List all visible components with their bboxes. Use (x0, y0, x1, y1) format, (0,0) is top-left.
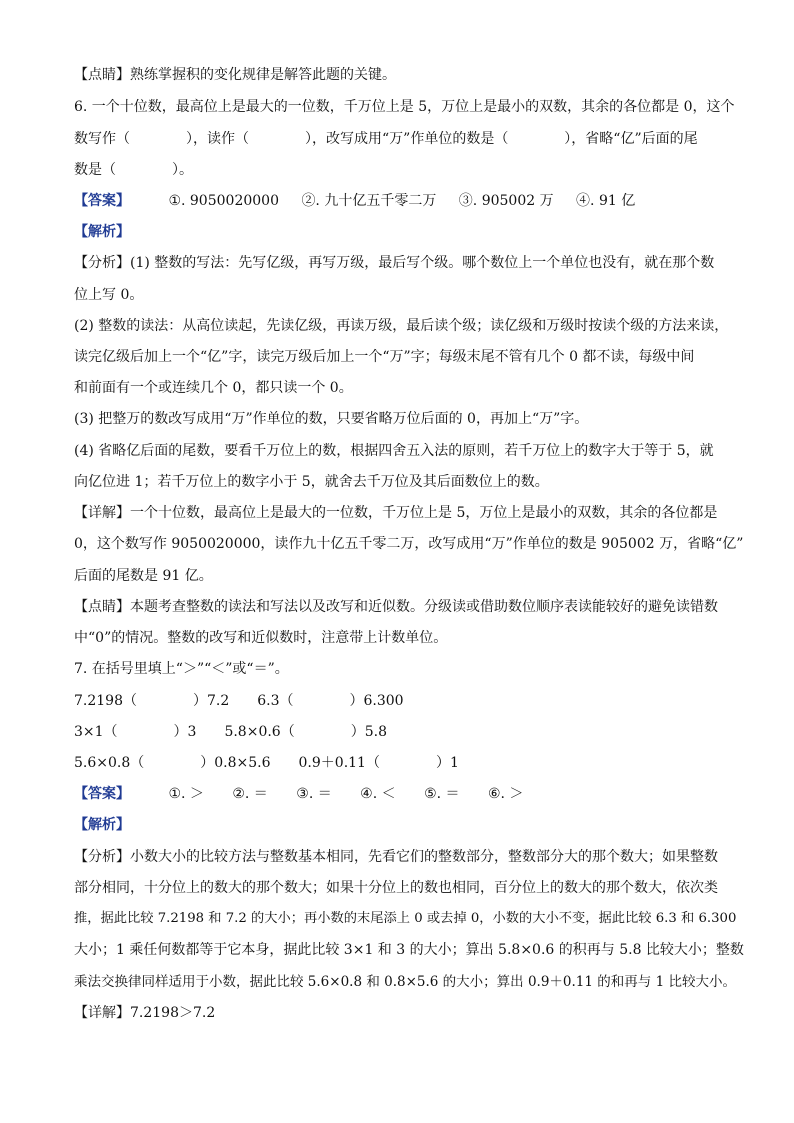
analysis-2-line1: (2) 整数的读法：从高位读起，先读亿级，再读万级，最后读个级；读亿级和万级时按读个级的方法来读， (74, 318, 729, 334)
answer-item: ④. ＜ (360, 786, 396, 802)
answer-label: 【答案】 (74, 193, 130, 209)
answer-item: ⑥. ＞ (487, 786, 524, 802)
dianjing-note: 【点睛】熟练掌握积的变化规律是解答此题的关键。 (74, 67, 396, 83)
analysis-7-line3: 推，据此比较 7.2198 和 7.2 的大小；再小数的末尾添上 0 或去掉 0，小数的大小不变，据此比较 6.3 和 6.300 (74, 911, 737, 926)
analysis-label: 【解析】 (74, 817, 130, 833)
answer-item: ④. 91 亿 (576, 193, 636, 209)
answer-item: ①. ＞ (168, 786, 204, 802)
answer-item: ③. ＝ (296, 786, 332, 802)
analysis-7-line1: 【分析】小数大小的比较方法与整数基本相同，先看它们的整数部分，整数部分大的那个数大；如果整数 (74, 849, 718, 865)
answer-item: ②. ＝ (232, 786, 268, 802)
analysis-7-line5: 乘法交换律同样适用于小数，据此比较 5.6×0.8 和 0.8×5.6 的大小；算出 0.9＋0.11 的和再与 1 比较大小。 (74, 974, 736, 990)
analysis-4-line1: (4) 省略亿后面的尾数，要看千万位上的数，根据四舍五入法的原则，若千万位上的数字大于等于 5，就 (74, 443, 714, 459)
question-6-line1: 6. 一个十位数，最高位上是最大的一位数，千万位上是 5，万位上是最小的双数，其余的各位都是 0，这个 (74, 99, 735, 115)
answer-item: ⑤. ＝ (424, 786, 460, 802)
analysis-7-line2: 部分相同，十分位上的数大的那个数大；如果十分位上的数也相同，百分位上的数大的那个数大，依次类 (74, 880, 718, 896)
analysis-4-line2: 向亿位进 1；若千万位上的数字小于 5，就舍去千万位及其后面数位上的数。 (74, 474, 549, 490)
question-7-row2: 3×1（ ）3 5.8×0.6（ ）5.8 (74, 724, 387, 740)
analysis-2-line3: 和前面有一个或连续几个 0，都只读一个 0。 (74, 380, 353, 396)
answer-row-q6 (74, 192, 653, 210)
detail-line1: 【详解】一个十位数，最高位上是最大的一位数，千万位上是 5，万位上是最小的双数，其余的各位都是 (74, 505, 718, 521)
analysis-1-line2: 位上写 0。 (74, 287, 144, 303)
question-6-line3: 数是（ ）。 (74, 162, 193, 178)
answer-label: 【答案】 (74, 786, 130, 802)
question-7-row1: 7.2198（ ）7.2 6.3（ ）6.300 (74, 693, 404, 709)
analysis-3: (3) 把整万的数改写成用“万”作单位的数，只要省略万位后面的 0，再加上“万”字。 (74, 411, 589, 427)
answer-item: ①. 9050020000 (168, 193, 279, 209)
analysis-1-line1: 【分析】(1) 整数的写法：先写亿级，再写万级，最后写个级。哪个数位上一个单位也没有，就在那个数 (74, 255, 715, 271)
detail-line2: 0，这个数写作 9050020000，读作九十亿五千零二万，改写成用“万”作单位的数是 905002 万，省略“亿” (74, 536, 744, 552)
question-7: 7. 在括号里填上“＞”“＜”或“＝”。 (74, 661, 289, 677)
analysis-7-line4: 大小；1 乘任何数都等于它本身，据此比较 3×1 和 3 的大小；算出 5.8×0.6 的积再与 5.8 比较大小；整数 (74, 942, 744, 958)
dianjing-line2: 中“0”的情况。整数的改写和近似数时，注意带上计数单位。 (74, 630, 448, 646)
detail-7: 【详解】7.2198＞7.2 (74, 1005, 216, 1021)
analysis-2-line2: 读完亿级后加上一个“亿”字，读完万级后加上一个“万”字；每级末尾不管有几个 0 都不读，每级中间 (74, 349, 695, 365)
analysis-label: 【解析】 (74, 224, 130, 240)
question-7-row3: 5.6×0.8（ ）0.8×5.6 0.9＋0.11（ ）1 (74, 755, 459, 771)
answer-row-q7 (74, 785, 547, 803)
detail-line3: 后面的尾数是 91 亿。 (74, 568, 213, 584)
answer-item: ③. 905002 万 (458, 193, 554, 209)
question-6-line2: 数写作（ ），读作（ ），改写成用“万”作单位的数是（ ），省略“亿”后面的尾 (74, 131, 698, 147)
dianjing-line1: 【点睛】本题考查整数的读法和写法以及改写和近似数。分级读或借助数位顺序表读能较好的避免读错数 (74, 599, 718, 615)
answer-item: ②. 九十亿五千零二万 (301, 193, 437, 209)
